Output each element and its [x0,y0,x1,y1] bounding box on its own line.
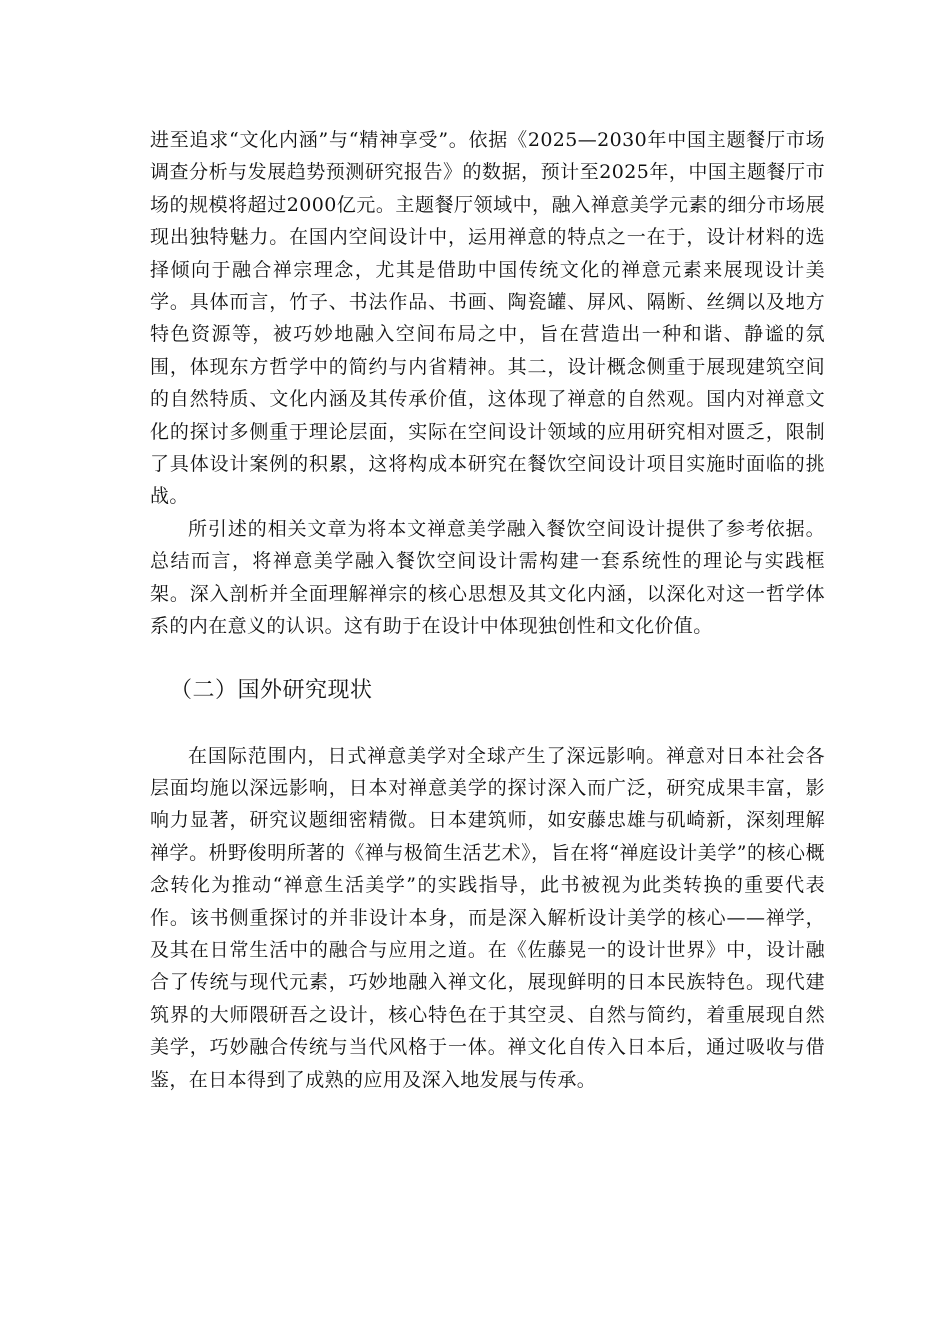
section-heading-foreign-research: （二）国外研究现状 [170,677,373,703]
paragraph-domestic-summary: 所引述的相关文章为将本文禅意美学融入餐饮空间设计提供了参考依据。总结而言，将禅意美学融入餐饮空间设计需构建一套系统性的理论与实践框架。深入剖析并全面理解禅宗的核心思想及其文化内涵，以深化对这一哲学体系的内在意义的认识。这有助于在设计中体现独创性和文化价值。 [150,517,825,638]
document-page [150,124,825,1096]
paragraph-foreign-research: 在国际范围内，日式禅意美学对全球产生了深远影响。禅意对日本社会各层面均施以深远影响，日本对禅意美学的探讨深入而广泛，研究成果丰富，影响力显著，研究议题细密精微。日本建筑师，如安藤忠雄与矶崎新，深刻理解禅学。枡野俊明所著的《禅与极简生活艺术》，旨在将“禅庭设计美学”的核心概念转化为推动“禅意生活美学”的实践指导，此书被视为此类转换的重要代表作。该书侧重探讨的并非设计本身，而是深入解析设计美学的核心——禅学，及其在日常生活中的融合与应用之道。在《佐藤晃一的设计世界》中，设计融合了传统与现代元素，巧妙地融入禅文化，展现鲜明的日本民族特色。现代建筑界的大师隈研吾之设计，核心特色在于其空灵、自然与简约，着重展现自然美学，巧妙融合传统与当代风格于一体。禅文化自传入日本后，通过吸收与借鉴，在日本得到了成熟的应用及深入地发展与传承。 [150,744,825,1091]
paragraph-domestic-continued: 进至追求“文化内涵”与“精神享受”。依据《2025—2030年中国主题餐厅市场调查分析与发展趋势预测研究报告》的数据，预计至2025年，中国主题餐厅市场的规模将超过2000亿元。主题餐厅领域中，融入禅意美学元素的细分市场展现出独特魅力。在国内空间设计中，运用禅意的特点之一在于，设计材料的选择倾向于融合禅宗理念，尤其是借助中国传统文化的禅意元素来展现设计美学。具体而言，竹子、书法作品、书画、陶瓷罐、屏风、隔断、丝绸以及地方特色资源等，被巧妙地融入空间布局之中，旨在营造出一种和谐、静谧的氛围，体现东方哲学中的简约与内省精神。其二，设计概念侧重于展现建筑空间的自然特质、文化内涵及其传承价值，这体现了禅意的自然观。国内对禅意文化的探讨多侧重于理论层面，实际在空间设计领域的应用研究相对匮乏，限制了具体设计案例的积累，这将构成本研究在餐饮空间设计项目实施时面临的挑战。 [150,129,825,508]
